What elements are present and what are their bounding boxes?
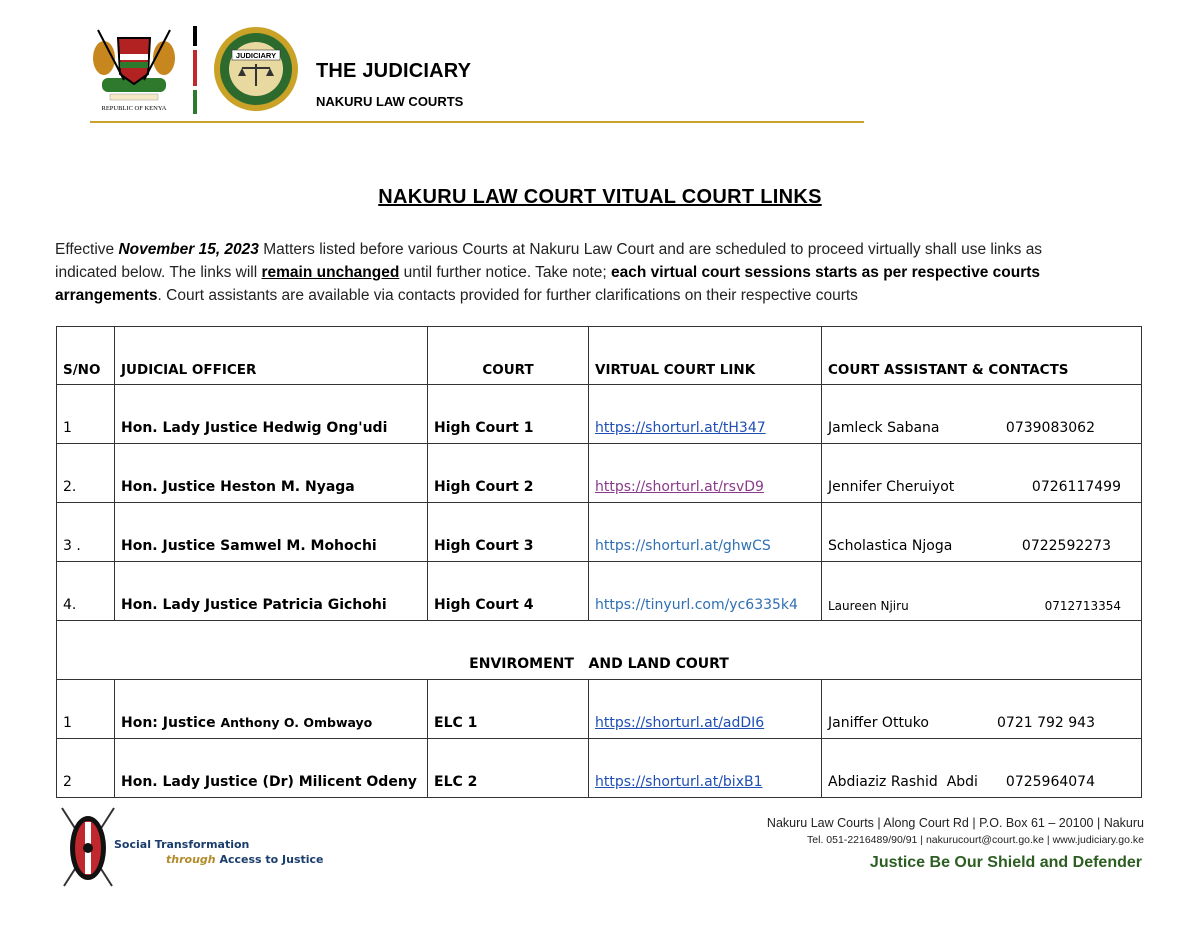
table-row (57, 680, 1142, 739)
row-court: ELC 2 (428, 739, 589, 798)
header-virtual-link: VIRTUAL COURT LINK (589, 327, 822, 385)
assistant-name: Jennifer Cheruiyot (828, 479, 955, 495)
header-subtitle: NAKURU LAW COURTS (316, 94, 464, 109)
row-officer: Hon. Justice Heston M. Nyaga (115, 444, 428, 503)
row-officer: Hon. Lady Justice Patricia Gichohi (115, 562, 428, 621)
row-officer (115, 680, 428, 739)
header-court: COURT (428, 327, 589, 385)
row-sno: 1 (57, 385, 115, 444)
intro-paragraph (55, 238, 1105, 307)
row-court: High Court 2 (428, 444, 589, 503)
table-header-row (57, 327, 1142, 385)
header-title: THE JUDICIARY (316, 60, 472, 82)
table-row (57, 385, 1142, 444)
virtual-court-link[interactable]: https://shorturl.at/bixB1 (595, 774, 763, 790)
header-sno: S/NO (57, 327, 115, 385)
footer-slogan-line1: Social Transformation (114, 838, 250, 851)
virtual-court-links-table (56, 326, 1142, 798)
officer-title: Hon: Justice (121, 715, 221, 731)
row-assistant (822, 444, 1142, 503)
virtual-court-link[interactable]: https://tinyurl.com/yc6335k4 (595, 597, 798, 613)
table-row (57, 444, 1142, 503)
section-row (57, 621, 1142, 680)
slogan-rest: Access to Justice (215, 853, 324, 866)
virtual-court-link[interactable]: https://shorturl.at/rsvD9 (595, 479, 764, 495)
intro-bold-note: each virtual court sessions starts as per respective courts arrangements (55, 264, 1041, 304)
assistant-phone: 0722592273 (1021, 538, 1111, 554)
assistant-name: Jamleck Sabana (828, 420, 940, 436)
assistant-phone: 0725964074 (1005, 774, 1095, 790)
virtual-court-link[interactable]: https://shorturl.at/tH347 (595, 420, 766, 436)
row-officer: Hon. Lady Justice (Dr) Milicent Odeny (115, 739, 428, 798)
virtual-court-link[interactable]: https://shorturl.at/adDI6 (595, 715, 765, 731)
row-officer: Hon. Justice Samwel M. Mohochi (115, 503, 428, 562)
row-link-cell (589, 385, 822, 444)
section-label-elc: ENVIROMENT AND LAND COURT (57, 621, 1142, 680)
row-assistant (822, 739, 1142, 798)
assistant-phone: 0726117499 (1031, 479, 1121, 495)
header-divider (90, 121, 864, 123)
seal-label: JUDICIARY (235, 51, 277, 60)
assistant-name: Abdiaziz Rashid Abdi (828, 774, 978, 790)
header-judicial-officer: JUDICIAL OFFICER (115, 327, 428, 385)
row-sno: 3 . (57, 503, 115, 562)
intro-text-4: . Court assistants are available via contacts provided for further clarifications on their respective courts (157, 287, 858, 304)
table-row (57, 739, 1142, 798)
shield-spears-logo (58, 804, 118, 890)
officer-name: Anthony O. Ombwayo (220, 715, 373, 730)
assistant-phone: 0712713354 (1044, 599, 1121, 613)
row-link-cell (589, 562, 822, 621)
flag-color-bar (193, 26, 197, 114)
virtual-court-link[interactable]: https://shorturl.at/ghwCS (595, 538, 771, 554)
footer-motto: Justice Be Our Shield and Defender (869, 854, 1142, 871)
document-title: NAKURU LAW COURT VITUAL COURT LINKS (378, 186, 822, 208)
assistant-name: Scholastica Njoga (828, 538, 953, 554)
row-court: High Court 4 (428, 562, 589, 621)
kenya-coat-of-arms-logo (88, 24, 180, 116)
row-assistant (822, 562, 1142, 621)
table-row (57, 562, 1142, 621)
row-assistant (822, 385, 1142, 444)
table-row (57, 503, 1142, 562)
row-officer: Hon. Lady Justice Hedwig Ong'udi (115, 385, 428, 444)
row-court: High Court 1 (428, 385, 589, 444)
row-link-cell (589, 444, 822, 503)
row-assistant (822, 680, 1142, 739)
row-assistant (822, 503, 1142, 562)
footer-address: Nakuru Law Courts | Along Court Rd | P.O. Box 61 – 20100 | Nakuru (766, 816, 1144, 830)
row-sno: 1 (57, 680, 115, 739)
coat-caption: REPUBLIC OF KENYA (101, 105, 167, 112)
row-sno: 4. (57, 562, 115, 621)
assistant-name: Janiffer Ottuko (828, 715, 929, 731)
row-link-cell (589, 503, 822, 562)
row-sno: 2. (57, 444, 115, 503)
intro-effective-date: November 15, 2023 (118, 241, 259, 258)
row-sno: 2 (57, 739, 115, 798)
row-court: High Court 3 (428, 503, 589, 562)
assistant-phone: 0739083062 (1005, 420, 1095, 436)
intro-text-3: until further notice. Take note; (399, 264, 611, 281)
judiciary-seal-logo (210, 24, 302, 114)
assistant-phone: 0721 792 943 (997, 715, 1095, 731)
row-link-cell (589, 739, 822, 798)
footer-contacts: Tel. 051-2216489/90/91 | nakurucourt@court.go.ke | www.judiciary.go.ke (807, 834, 1144, 846)
intro-text-2: Matters listed before various Courts at Nakuru Law Court and are scheduled to proceed virtually shall use links as indicated below. The links will (55, 241, 1043, 281)
row-court: ELC 1 (428, 680, 589, 739)
assistant-name: Laureen Njiru (828, 599, 909, 613)
slogan-through: through (166, 853, 216, 866)
row-link-cell (589, 680, 822, 739)
header-court-assistant: COURT ASSISTANT & CONTACTS (822, 327, 1142, 385)
footer-slogan-line2 (166, 853, 324, 866)
intro-text-1: Effective (55, 241, 119, 258)
intro-remain-unchanged: remain unchanged (261, 264, 400, 281)
